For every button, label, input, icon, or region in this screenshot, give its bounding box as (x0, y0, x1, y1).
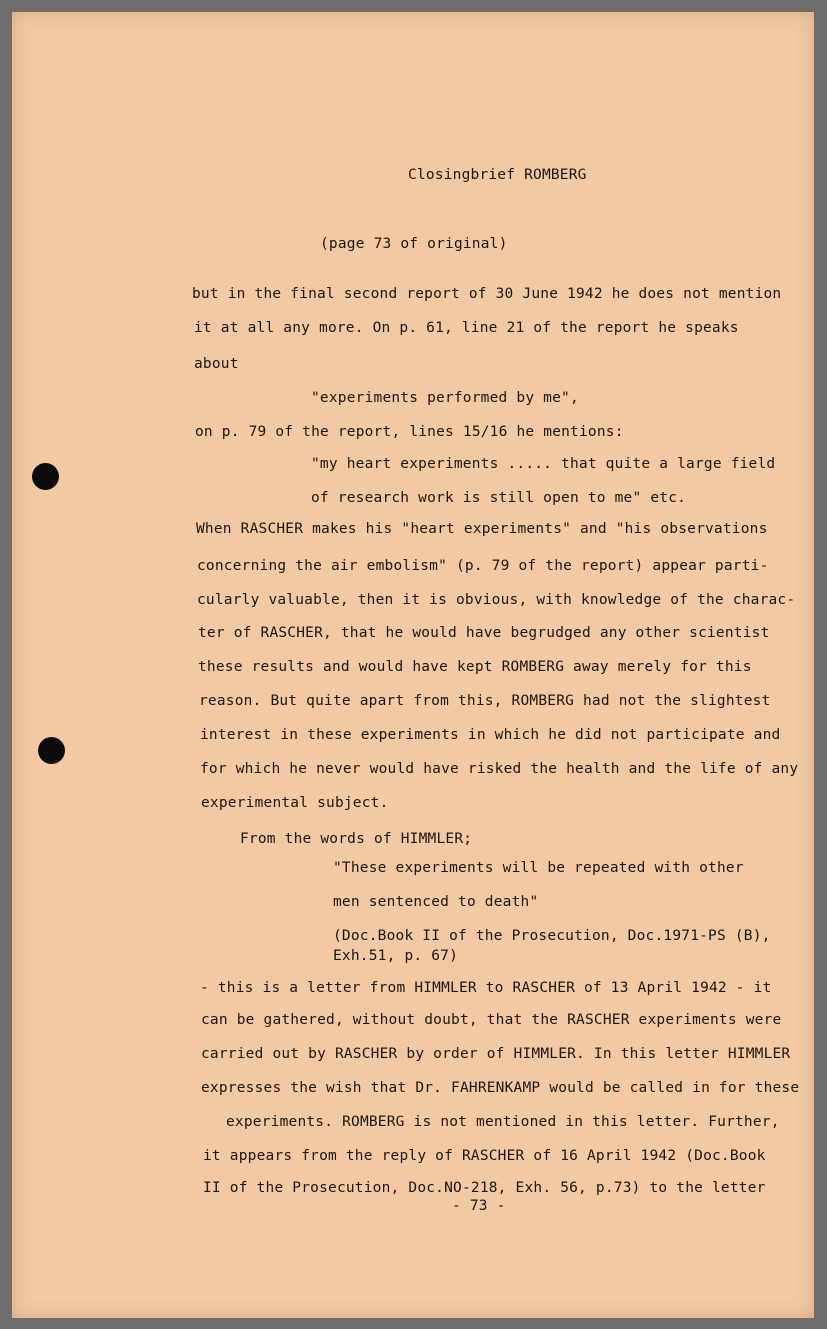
body-line: experiments. ROMBERG is not mentioned in this letter. Further, (226, 1114, 780, 1130)
punch-hole-bottom (38, 737, 65, 764)
citation-line: Exh.51, p. 67) (333, 948, 459, 964)
body-line: concerning the air embolism" (p. 79 of the report) appear parti- (197, 558, 769, 574)
body-line: about (194, 356, 239, 372)
body-line: interest in these experiments in which he did not participate and (200, 727, 781, 743)
citation-line: (Doc.Book II of the Prosecution, Doc.1971-PS (B), (333, 928, 771, 944)
document-page (12, 12, 814, 1318)
body-line: cularly valuable, then it is obvious, with knowledge of the charac- (197, 592, 796, 608)
body-line: reason. But quite apart from this, ROMBERG had not the slightest (199, 693, 771, 709)
body-line: can be gathered, without doubt, that the RASCHER experiments were (201, 1012, 782, 1028)
page-number: - 73 - (452, 1198, 506, 1214)
document-subtitle: (page 73 of original) (320, 236, 508, 252)
body-line: it at all any more. On p. 61, line 21 of the report he speaks (194, 320, 739, 336)
body-line: From the words of HIMMLER; (240, 831, 473, 847)
quote-line: of research work is still open to me" etc. (311, 490, 687, 506)
body-line: - this is a letter from HIMMLER to RASCHER of 13 April 1942 - it (200, 980, 772, 996)
body-line: for which he never would have risked the health and the life of any (200, 761, 799, 777)
body-line: these results and would have kept ROMBERG away merely for this (198, 659, 752, 675)
body-line: II of the Prosecution, Doc.NO-218, Exh. 56, p.73) to the letter (203, 1180, 766, 1196)
body-line: ter of RASCHER, that he would have begrudged any other scientist (198, 625, 770, 641)
body-line: it appears from the reply of RASCHER of 16 April 1942 (Doc.Book (203, 1148, 766, 1164)
body-line: experimental subject. (201, 795, 389, 811)
quote-line: "my heart experiments ..... that quite a large field (311, 456, 776, 472)
body-line: expresses the wish that Dr. FAHRENKAMP would be called in for these (201, 1080, 800, 1096)
punch-hole-top (32, 463, 59, 490)
body-line: but in the final second report of 30 June 1942 he does not mention (192, 286, 782, 302)
quote-line: "These experiments will be repeated with other (333, 860, 744, 876)
body-line: When RASCHER makes his "heart experiments" and "his observations (196, 521, 768, 537)
quote-line: men sentenced to death" (333, 894, 539, 910)
quote-line: "experiments performed by me", (311, 390, 579, 406)
body-line: on p. 79 of the report, lines 15/16 he mentions: (195, 424, 624, 440)
document-title: Closingbrief ROMBERG (408, 167, 587, 183)
body-line: carried out by RASCHER by order of HIMMLER. In this letter HIMMLER (201, 1046, 791, 1062)
